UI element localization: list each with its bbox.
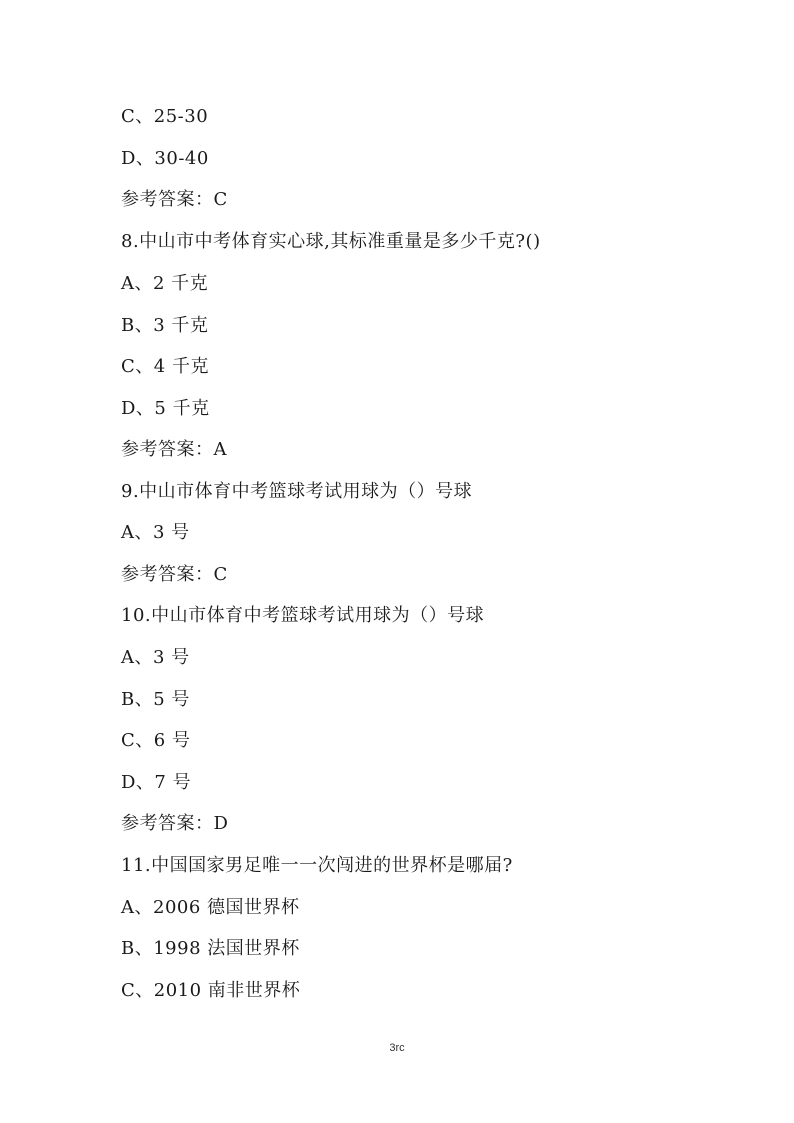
question-11: 11.中国国家男足唯一一次闯进的世界杯是哪届? [121,855,513,876]
option-d-q7: D、30-40 [121,148,209,169]
option-b-q10: B、5 号 [121,689,190,710]
option-c-q7: C、25-30 [121,106,209,127]
option-a-q10: A、3 号 [121,647,190,668]
question-8: 8.中山市中考体育实心球,其标准重量是多少千克?() [121,231,541,252]
answer-q9: 参考答案：C [121,564,228,585]
answer-q8: 参考答案：A [121,439,227,460]
option-c-q11: C、2010 南非世界杯 [121,980,301,1001]
option-d-q10: D、7 号 [121,772,192,793]
option-a-q11: A、2006 德国世界杯 [121,897,300,918]
question-9: 9.中山市体育中考篮球考试用球为（）号球 [121,481,473,502]
question-10: 10.中山市体育中考篮球考试用球为（）号球 [121,605,485,626]
option-a-q8: A、2 千克 [121,273,209,294]
option-c-q10: C、6 号 [121,730,191,751]
option-b-q8: B、3 千克 [121,315,209,336]
option-a-q9: A、3 号 [121,522,190,543]
option-c-q8: C、4 千克 [121,356,209,377]
option-d-q8: D、5 千克 [121,398,210,419]
option-b-q11: B、1998 法国世界杯 [121,938,300,959]
answer-q7: 参考答案：C [121,189,228,210]
answer-q10: 参考答案：D [121,813,229,834]
page-number: 3rc [389,1042,405,1054]
